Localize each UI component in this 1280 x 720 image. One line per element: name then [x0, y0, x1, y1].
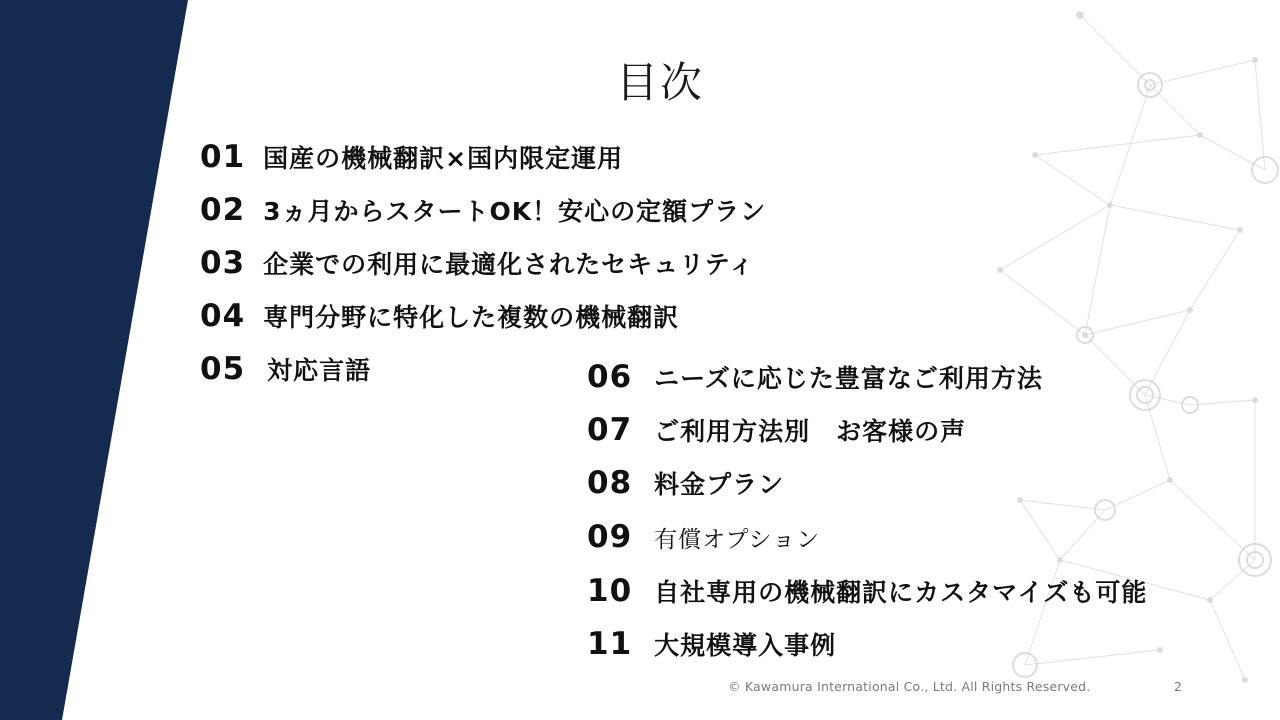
toc-item-08 — [587, 465, 784, 501]
page-title: 目次 — [615, 58, 704, 107]
copyright-notice: © Kawamura International Co., Ltd. All Rights Reserved. — [728, 679, 1091, 694]
toc-label: 有償オプション — [654, 527, 821, 553]
toc-item-11 — [587, 626, 836, 662]
toc-label: ニーズに応じた豊富なご利用方法 — [654, 364, 1043, 393]
toc-item-03 — [200, 245, 755, 281]
toc-label: 国産の機械翻訳×国内限定運用 — [263, 144, 624, 173]
toc-number: 01 — [200, 139, 246, 175]
toc-number: 09 — [587, 519, 633, 555]
toc-number: 03 — [200, 245, 246, 281]
toc-label: 大規模導入事例 — [654, 631, 837, 660]
toc-item-09 — [587, 519, 820, 555]
toc-item-02 — [200, 192, 766, 228]
toc-number: 08 — [587, 465, 633, 501]
toc-label: 3ヵ月からスタートOK！安心の定額プラン — [263, 197, 767, 226]
toc-label: ご利用方法別 お客様の声 — [654, 417, 967, 446]
toc-number: 05 — [200, 351, 246, 387]
toc-label: 料金プラン — [654, 470, 785, 499]
toc-number: 04 — [200, 298, 246, 334]
page-number: 2 — [1174, 679, 1182, 694]
toc-label: 対応言語 — [267, 356, 372, 385]
toc-number: 06 — [587, 359, 633, 395]
toc-label: 企業での利用に最適化されたセキュリティ — [263, 250, 755, 279]
toc-label: 自社専用の機械翻訳にカスタマイズも可能 — [654, 578, 1148, 607]
toc-label: 専門分野に特化した複数の機械翻訳 — [263, 303, 680, 332]
toc-number: 11 — [587, 626, 633, 662]
toc-number: 07 — [587, 412, 633, 448]
toc-item-05 — [200, 351, 371, 387]
toc-item-07 — [587, 412, 966, 448]
toc-item-10 — [587, 573, 1147, 609]
toc-item-04 — [200, 298, 679, 334]
toc-item-01 — [200, 139, 623, 175]
toc-item-06 — [587, 359, 1043, 395]
toc-number: 10 — [587, 573, 633, 609]
toc-number: 02 — [200, 192, 246, 228]
